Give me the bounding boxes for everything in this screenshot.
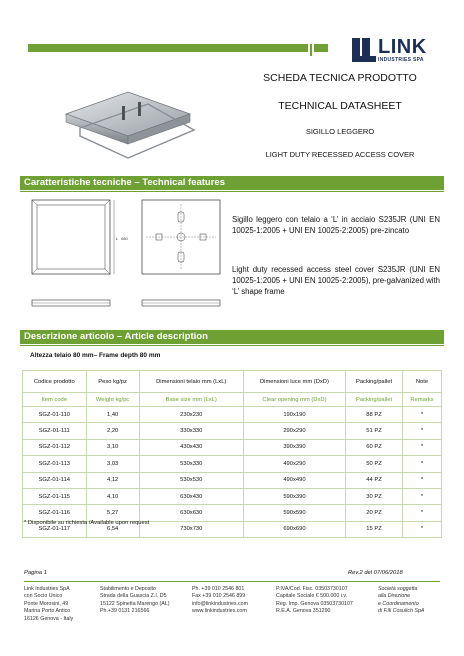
title-italian: SCHEDA TECNICA PRODOTTO	[263, 72, 417, 84]
base-size-cell: 630x430	[139, 488, 243, 504]
title-block	[240, 72, 440, 159]
table-row	[23, 488, 442, 504]
weight-cell: 1,40	[86, 407, 139, 423]
packing-cell: 20 PZ	[346, 505, 403, 521]
packing-cell: 50 PZ	[346, 456, 403, 472]
opening-cell: 590x590	[243, 505, 345, 521]
page-number: Pagina 1	[24, 570, 47, 576]
footer-line: Link Industries SpA	[24, 586, 70, 592]
footer-line: alla Direzione	[378, 593, 411, 600]
packing-cell: 30 PZ	[346, 488, 403, 504]
packing-cell: 88 PZ	[346, 407, 403, 423]
footer-contacts	[192, 586, 248, 616]
item-code-cell: SGZ-01-114	[23, 472, 87, 488]
opening-cell: 690x690	[243, 521, 345, 537]
packing-cell: 51 PZ	[346, 423, 403, 439]
dim-l-label: L	[116, 236, 119, 241]
table-row	[23, 456, 442, 472]
product-photo	[58, 84, 198, 160]
remarks-cell: *	[402, 439, 441, 455]
subheader-cell: Item code	[23, 393, 87, 407]
packing-cell: 44 PZ	[346, 472, 403, 488]
footer-line: P.IVA/Cod. Fisc. 03503730107	[276, 586, 348, 592]
footer-line: Marina Porto Antico	[24, 608, 71, 615]
opening-cell: 490x290	[243, 456, 345, 472]
opening-cell: 590x390	[243, 488, 345, 504]
table-row	[23, 407, 442, 423]
weight-cell: 5,27	[86, 505, 139, 521]
item-code-cell: SGZ-01-116	[23, 505, 87, 521]
table-header-row	[23, 371, 442, 393]
item-code-cell: SGZ-01-112	[23, 439, 87, 455]
table-subheader-row	[23, 393, 442, 407]
base-size-cell: 730x730	[139, 521, 243, 537]
subtitle-english: LIGHT DUTY RECESSED ACCESS COVER	[265, 150, 415, 159]
item-code-cell: SGZ-01-115	[23, 488, 87, 504]
base-size-cell: 630x630	[139, 505, 243, 521]
base-size-cell: 530x330	[139, 456, 243, 472]
subheader-cell: Packing/pallet	[346, 393, 403, 407]
features-rule	[20, 191, 444, 192]
base-size-cell: 230x230	[139, 407, 243, 423]
footer-line[interactable]: www.linkindustries.com	[192, 608, 247, 615]
footer-line: e Coordinamento	[378, 600, 419, 607]
logo-text: LINK	[378, 36, 427, 58]
footer-legal	[276, 586, 353, 616]
footer-line: Società soggetta	[378, 586, 418, 592]
footer-line: Stabilimento e Deposito	[100, 586, 156, 592]
article-rule	[20, 345, 444, 346]
footer-line: Ph. +39 010 2546 801	[192, 586, 245, 592]
footer-line: Strada della Guascia Z.I. D5	[100, 593, 167, 600]
spec-table	[22, 370, 442, 538]
item-code-cell: SGZ-01-110	[23, 407, 87, 423]
opening-cell: 290x290	[243, 423, 345, 439]
remarks-cell: *	[402, 488, 441, 504]
header-bar-tick	[310, 44, 312, 56]
table-row	[23, 472, 442, 488]
table-row	[23, 505, 442, 521]
weight-cell: 6,54	[86, 521, 139, 537]
footer-plant	[100, 586, 170, 616]
opening-cell: 390x390	[243, 439, 345, 455]
subtitle-italian: SIGILLO LEGGERO	[305, 127, 375, 136]
header-cell: Packing/pallet	[346, 371, 403, 393]
table-row	[23, 423, 442, 439]
remarks-cell: *	[402, 456, 441, 472]
footer-line: di F.lli Cosulich SpA	[378, 608, 425, 615]
technical-drawings	[20, 196, 230, 326]
weight-cell: 3,10	[86, 439, 139, 455]
subheader-cell: Clear opening mm (DxD)	[243, 393, 345, 407]
header-green-bar	[28, 44, 328, 52]
remarks-cell: *	[402, 521, 441, 537]
title-english: TECHNICAL DATASHEET	[278, 100, 402, 112]
header-cell: Dimensioni telaio mm (LxL)	[139, 371, 243, 393]
footer-line: R.E.A. Genova 351290	[276, 608, 331, 615]
subheader-cell: Remarks	[402, 393, 441, 407]
dim-h-label: 080	[121, 236, 128, 241]
subheader-cell: Base size mm (LxL)	[139, 393, 243, 407]
header-cell: Codice prodotto	[23, 371, 87, 393]
footer-direction	[378, 586, 424, 616]
table-row	[23, 439, 442, 455]
footer-line[interactable]: info@linkindustries.com	[192, 600, 249, 607]
header-cell: Note	[402, 371, 441, 393]
footer-line: con Socio Unico	[24, 593, 63, 600]
logo-subtext: INDUSTRIES SPA	[378, 57, 424, 63]
packing-cell: 60 PZ	[346, 439, 403, 455]
header-cell: Dimensioni luce mm (DxD)	[243, 371, 345, 393]
remarks-cell: *	[402, 423, 441, 439]
description-italian: Sigillo leggero con telaio a ‘L’ in acciaio S235JR (UNI EN 10025-1:2005 + UNI EN 10025-2:2005) pre-zincato	[232, 215, 440, 235]
opening-cell: 490x490	[243, 472, 345, 488]
footer-line: Fax +39 010 2546 899	[192, 593, 246, 600]
subheader-cell: Weight kg/pc	[86, 393, 139, 407]
weight-cell: 3,03	[86, 456, 139, 472]
availability-note: * Disponibile su richiesta /Available upon request	[24, 520, 150, 526]
item-code-cell: SGZ-01-111	[23, 423, 87, 439]
article-heading: Descrizione articolo – Article description	[20, 330, 444, 344]
packing-cell: 15 PZ	[346, 521, 403, 537]
description-english: Light duty recessed access steel cover S235JR (UNI EN 10025-1:2005 + UNI EN 10025-2:2005), pre-galvanized with ‘L’ shape frame	[232, 265, 440, 296]
footer-company	[24, 586, 73, 623]
features-heading: Caratteristiche tecniche – Technical features	[20, 176, 444, 190]
footer-rule	[24, 581, 440, 582]
footer-line: Reg. Imp. Genova 03503730107	[276, 600, 353, 607]
base-size-cell: 530x530	[139, 472, 243, 488]
weight-cell: 2,20	[86, 423, 139, 439]
opening-cell: 190x190	[243, 407, 345, 423]
footer-line: 16126 Genova - Italy	[24, 615, 74, 622]
item-code-cell: SGZ-01-117	[23, 521, 87, 537]
remarks-cell: *	[402, 472, 441, 488]
footer-line: Ponte Morosini, 49	[24, 600, 69, 607]
base-size-cell: 330x330	[139, 423, 243, 439]
item-code-cell: SGZ-01-113	[23, 456, 87, 472]
footer-line: 15122 Spinetta Marengo (AL)	[100, 600, 170, 607]
frame-depth-note: Altezza telaio 80 mm– Frame depth 80 mm	[30, 352, 161, 359]
footer-line: Ph.+39 0131 216566	[100, 608, 150, 615]
revision-note: Rev.2 del 07/06/2018	[348, 570, 403, 576]
weight-cell: 4,10	[86, 488, 139, 504]
footer-line: Capitale Sociale € 500.000 i.v.	[276, 593, 348, 600]
header-cell: Peso kg/pz	[86, 371, 139, 393]
base-size-cell: 430x430	[139, 439, 243, 455]
weight-cell: 4,12	[86, 472, 139, 488]
remarks-cell: *	[402, 505, 441, 521]
remarks-cell: *	[402, 407, 441, 423]
